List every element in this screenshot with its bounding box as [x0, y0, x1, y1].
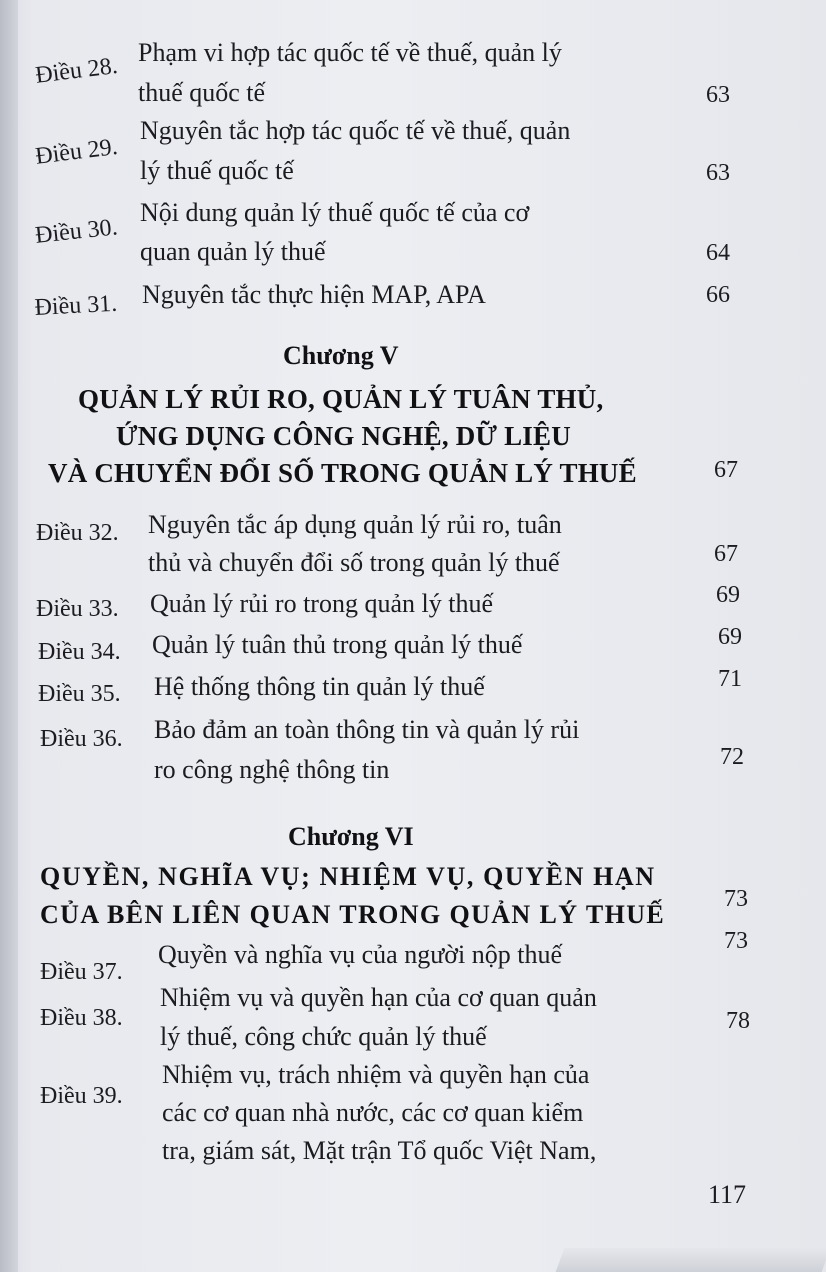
article-32-page: 67 [714, 541, 738, 567]
article-38-title-line-2: lý thuế, công chức quản lý thuế [160, 1022, 487, 1051]
article-37-page: 73 [724, 928, 748, 954]
article-29-number: Điều 29. [33, 133, 120, 170]
article-38-title-line-1: Nhiệm vụ và quyền hạn của cơ quan quản [160, 983, 597, 1012]
article-39-title-line-2: các cơ quan nhà nước, các cơ quan kiểm [162, 1098, 584, 1127]
article-35-number: Điều 35. [38, 681, 121, 707]
chapter-6-page: 73 [724, 886, 748, 912]
article-38-page: 78 [726, 1008, 750, 1034]
article-30-number: Điều 30. [33, 214, 119, 249]
article-29-title-line-1: Nguyên tắc hợp tác quốc tế về thuế, quản [140, 116, 571, 145]
article-35-title-line-1: Hệ thống thông tin quản lý thuế [154, 672, 485, 701]
article-33-title-line-1: Quản lý rủi ro trong quản lý thuế [150, 589, 493, 618]
article-29-title-line-2: lý thuế quốc tế [140, 156, 294, 185]
article-36-number: Điều 36. [40, 726, 123, 752]
article-28-number: Điều 28. [33, 52, 120, 89]
chapter-5-label: Chương V [283, 341, 399, 370]
article-35-page: 71 [718, 666, 742, 692]
article-31-page: 66 [706, 282, 730, 308]
article-39-title-line-1: Nhiệm vụ, trách nhiệm và quyền hạn của [162, 1060, 590, 1089]
page-bottom-edge [556, 1248, 826, 1272]
article-36-page: 72 [720, 744, 744, 770]
article-32-title-line-1: Nguyên tắc áp dụng quản lý rủi ro, tuân [148, 510, 562, 539]
article-30-title-line-1: Nội dung quản lý thuế quốc tế của cơ [140, 198, 530, 227]
article-28-title-line-1: Phạm vi hợp tác quốc tế về thuế, quản lý [138, 38, 562, 67]
article-34-number: Điều 34. [38, 639, 121, 665]
article-36-title-line-1: Bảo đảm an toàn thông tin và quản lý rủi [154, 715, 580, 744]
page-gutter-shadow [0, 0, 18, 1272]
article-32-title-line-2: thủ và chuyển đổi số trong quản lý thuế [148, 548, 560, 577]
chapter-6-title-line-2: CỦA BÊN LIÊN QUAN TRONG QUẢN LÝ THUẾ [40, 900, 666, 929]
article-36-title-line-2: ro công nghệ thông tin [154, 755, 390, 784]
chapter-5-title-line-2: ỨNG DỤNG CÔNG NGHỆ, DỮ LIỆU [116, 421, 571, 451]
article-31-title-line-1: Nguyên tắc thực hiện MAP, APA [142, 280, 486, 309]
page-number: 117 [708, 1180, 747, 1209]
article-34-title-line-1: Quản lý tuân thủ trong quản lý thuế [152, 630, 523, 659]
article-29-page: 63 [706, 160, 730, 186]
article-39-title-line-3: tra, giám sát, Mặt trận Tổ quốc Việt Nam, [162, 1136, 597, 1165]
article-34-page: 69 [718, 624, 742, 650]
article-31-number: Điều 31. [33, 290, 118, 321]
chapter-5-title-line-1: QUẢN LÝ RỦI RO, QUẢN LÝ TUÂN THỦ, [78, 384, 604, 414]
article-37-number: Điều 37. [40, 959, 123, 985]
chapter-5-title-line-3: VÀ CHUYỂN ĐỔI SỐ TRONG QUẢN LÝ THUẾ [48, 458, 637, 488]
article-28-title-line-2: thuế quốc tế [138, 78, 266, 107]
article-32-number: Điều 32. [36, 520, 119, 546]
article-30-title-line-2: quan quản lý thuế [140, 237, 326, 266]
article-37-title-line-1: Quyền và nghĩa vụ của người nộp thuế [158, 940, 563, 969]
article-39-number: Điều 39. [40, 1083, 123, 1109]
chapter-6-title-line-1: QUYỀN, NGHĨA VỤ; NHIỆM VỤ, QUYỀN HẠN [40, 862, 656, 891]
article-33-number: Điều 33. [36, 596, 119, 622]
article-28-page: 63 [706, 82, 730, 108]
article-33-page: 69 [716, 582, 740, 608]
chapter-5-page: 67 [714, 457, 738, 483]
chapter-6-label: Chương VI [288, 822, 414, 851]
article-30-page: 64 [706, 240, 730, 266]
article-38-number: Điều 38. [40, 1005, 123, 1031]
